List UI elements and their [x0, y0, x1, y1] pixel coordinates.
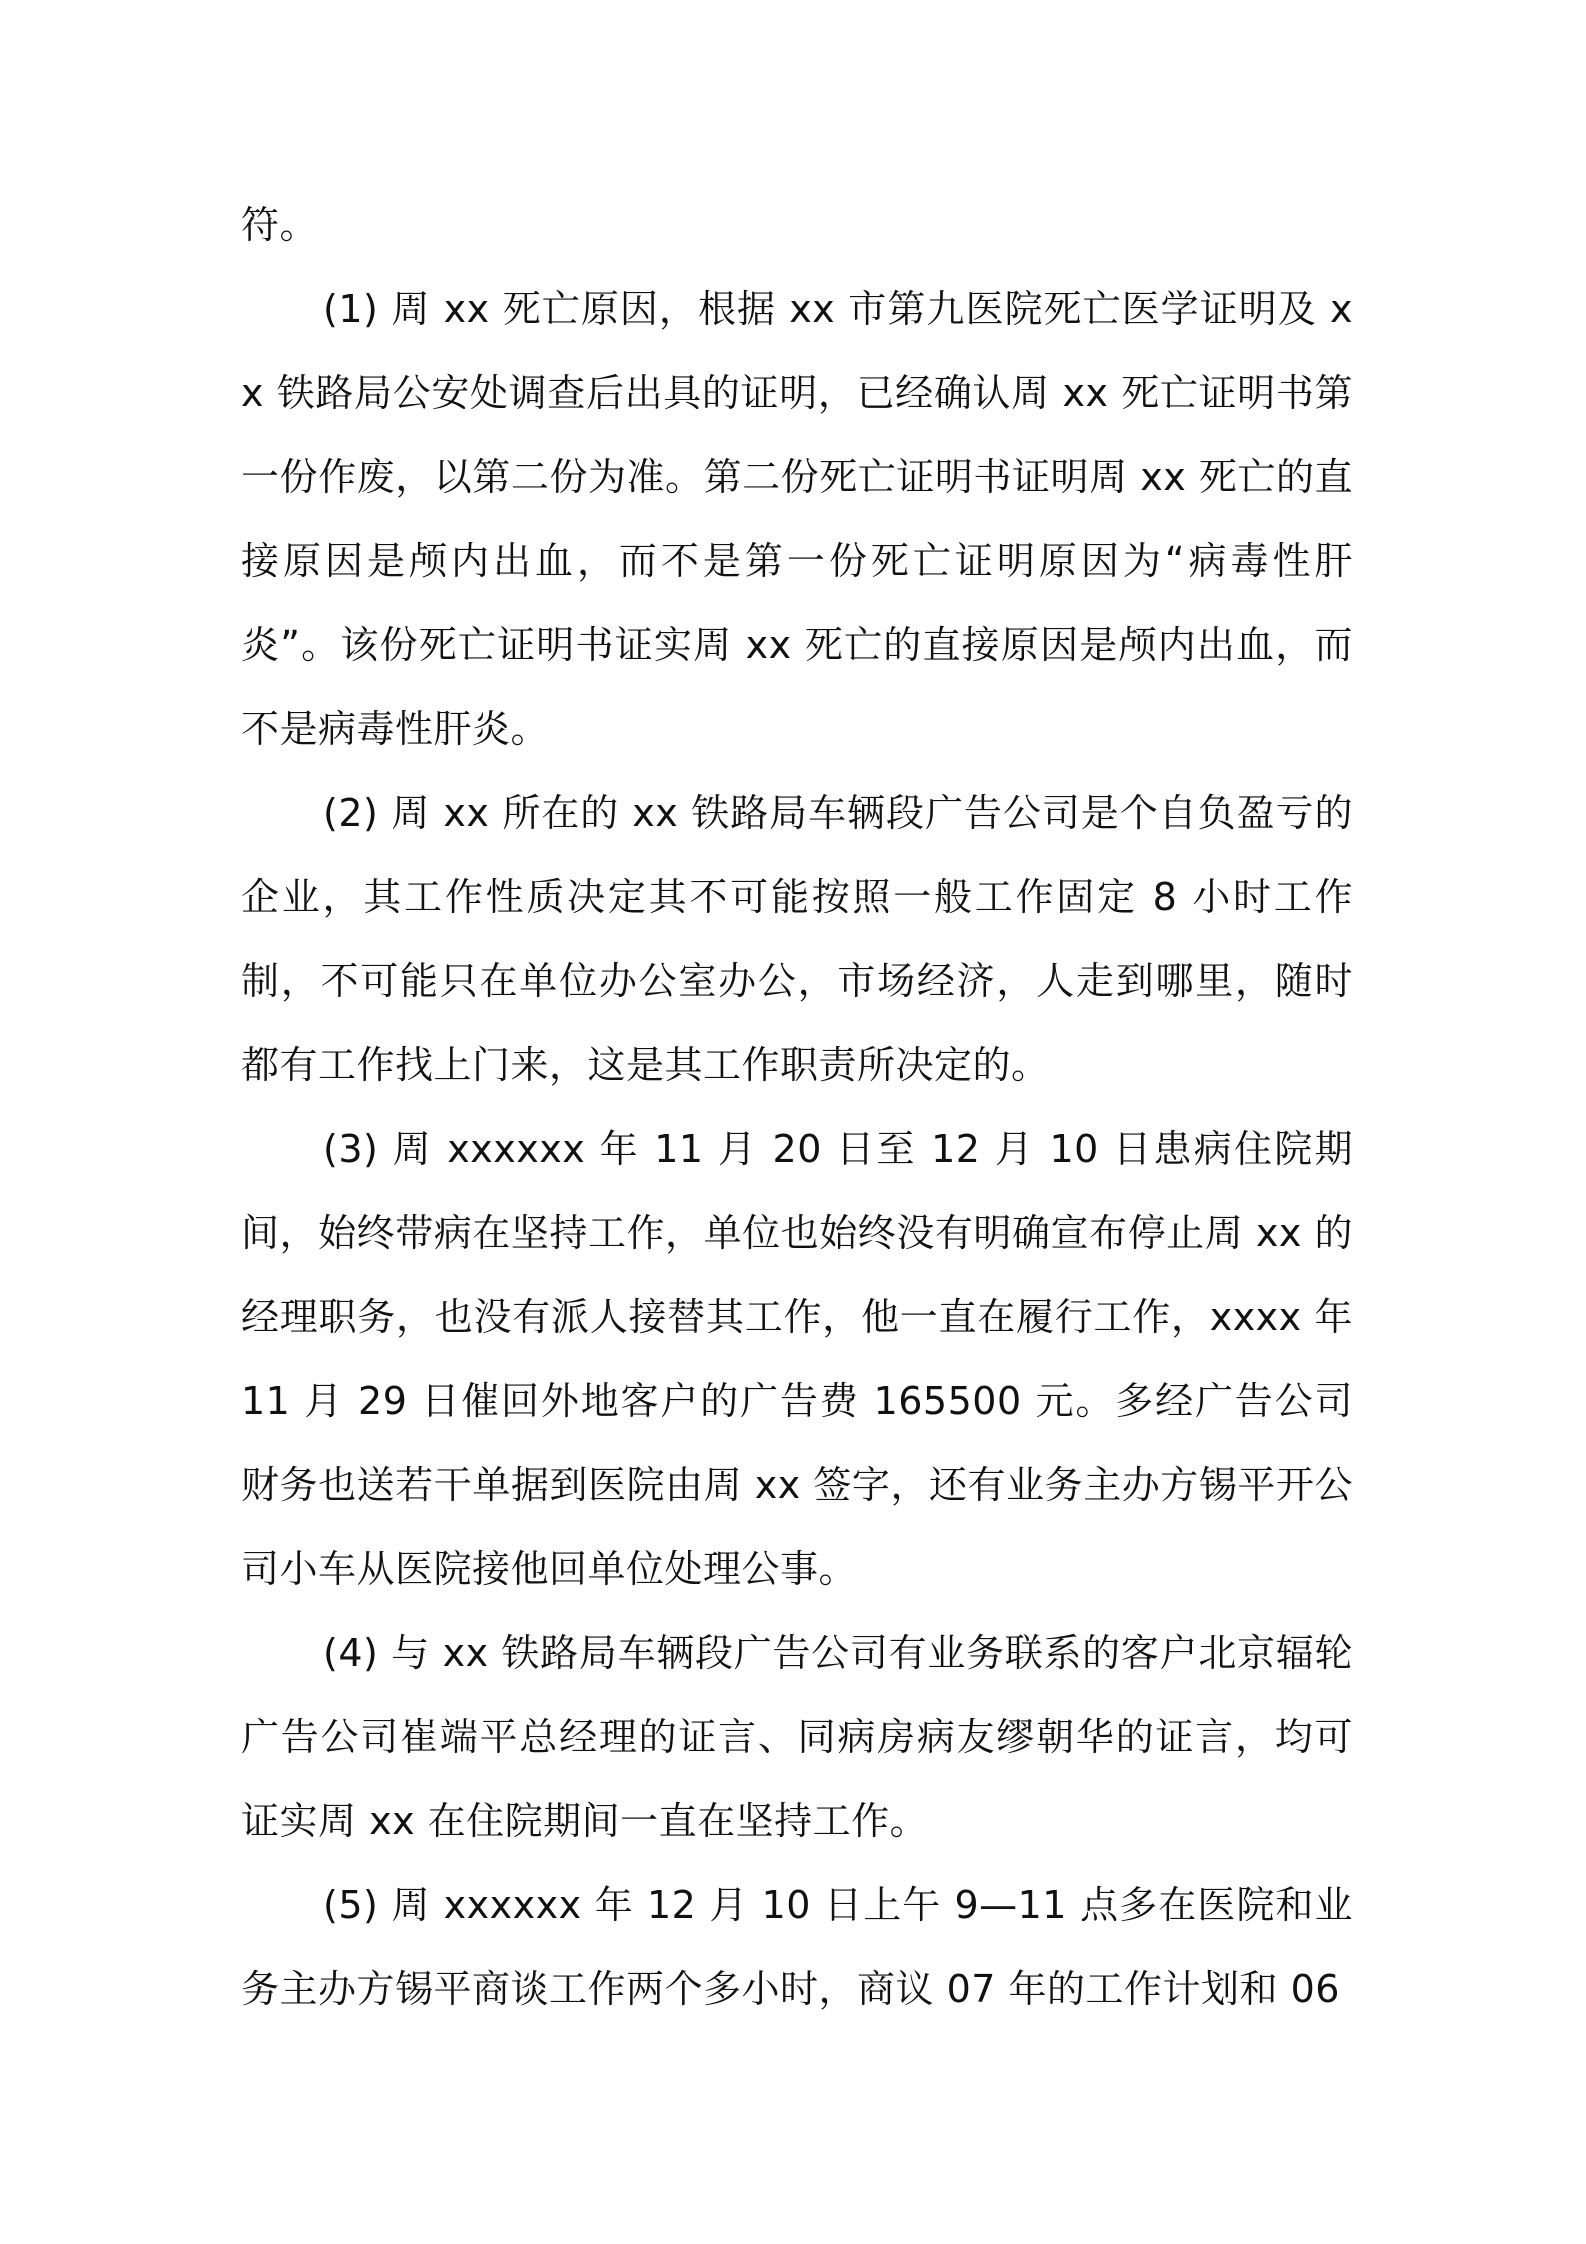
paragraph-item-1: (1) 周 xx 死亡原因，根据 xx 市第九医院死亡医学证明及 xx 铁路局公安处调查后出具的证明，已经确认周 xx 死亡证明书第一份作废，以第二份为准。第二份死亡证明书证明周 xx 死亡的直接原因是颅内出血，而不是第一份死亡证明原因为“病毒性肝炎”。该份死亡证明书证实周 xx 死亡的直接原因是颅内出血，而不是病毒性肝炎。 [241, 287, 1353, 751]
document-body [241, 183, 1353, 2031]
paragraph-item-5: (5) 周 xxxxxx 年 12 月 10 日上午 9—11 点多在医院和业务主办方锡平商谈工作两个多小时，商议 07 年的工作计划和 06 [241, 1883, 1353, 2011]
paragraph-item-2: (2) 周 xx 所在的 xx 铁路局车辆段广告公司是个自负盈亏的企业，其工作性质决定其不可能按照一般工作固定 8 小时工作制，不可能只在单位办公室办公，市场经济，人走到哪里，随时都有工作找上门来，这是其工作职责所决定的。 [241, 791, 1353, 1087]
paragraph-continuation: 符。 [241, 203, 319, 247]
paragraph-item-3: (3) 周 xxxxxx 年 11 月 20 日至 12 月 10 日患病住院期间，始终带病在坚持工作，单位也始终没有明确宣布停止周 xx 的经理职务，也没有派人接替其工作，他一直在履行工作，xxxx 年 11 月 29 日催回外地客户的广告费 165500 元。多经广告公司财务也送若干单据到医院由周 xx 签字，还有业务主办方锡平开公司小车从医院接他回单位处理公事。 [241, 1127, 1353, 1591]
paragraph-item-4: (4) 与 xx 铁路局车辆段广告公司有业务联系的客户北京辐轮广告公司崔端平总经理的证言、同病房病友缪朝华的证言，均可证实周 xx 在住院期间一直在坚持工作。 [241, 1631, 1353, 1843]
